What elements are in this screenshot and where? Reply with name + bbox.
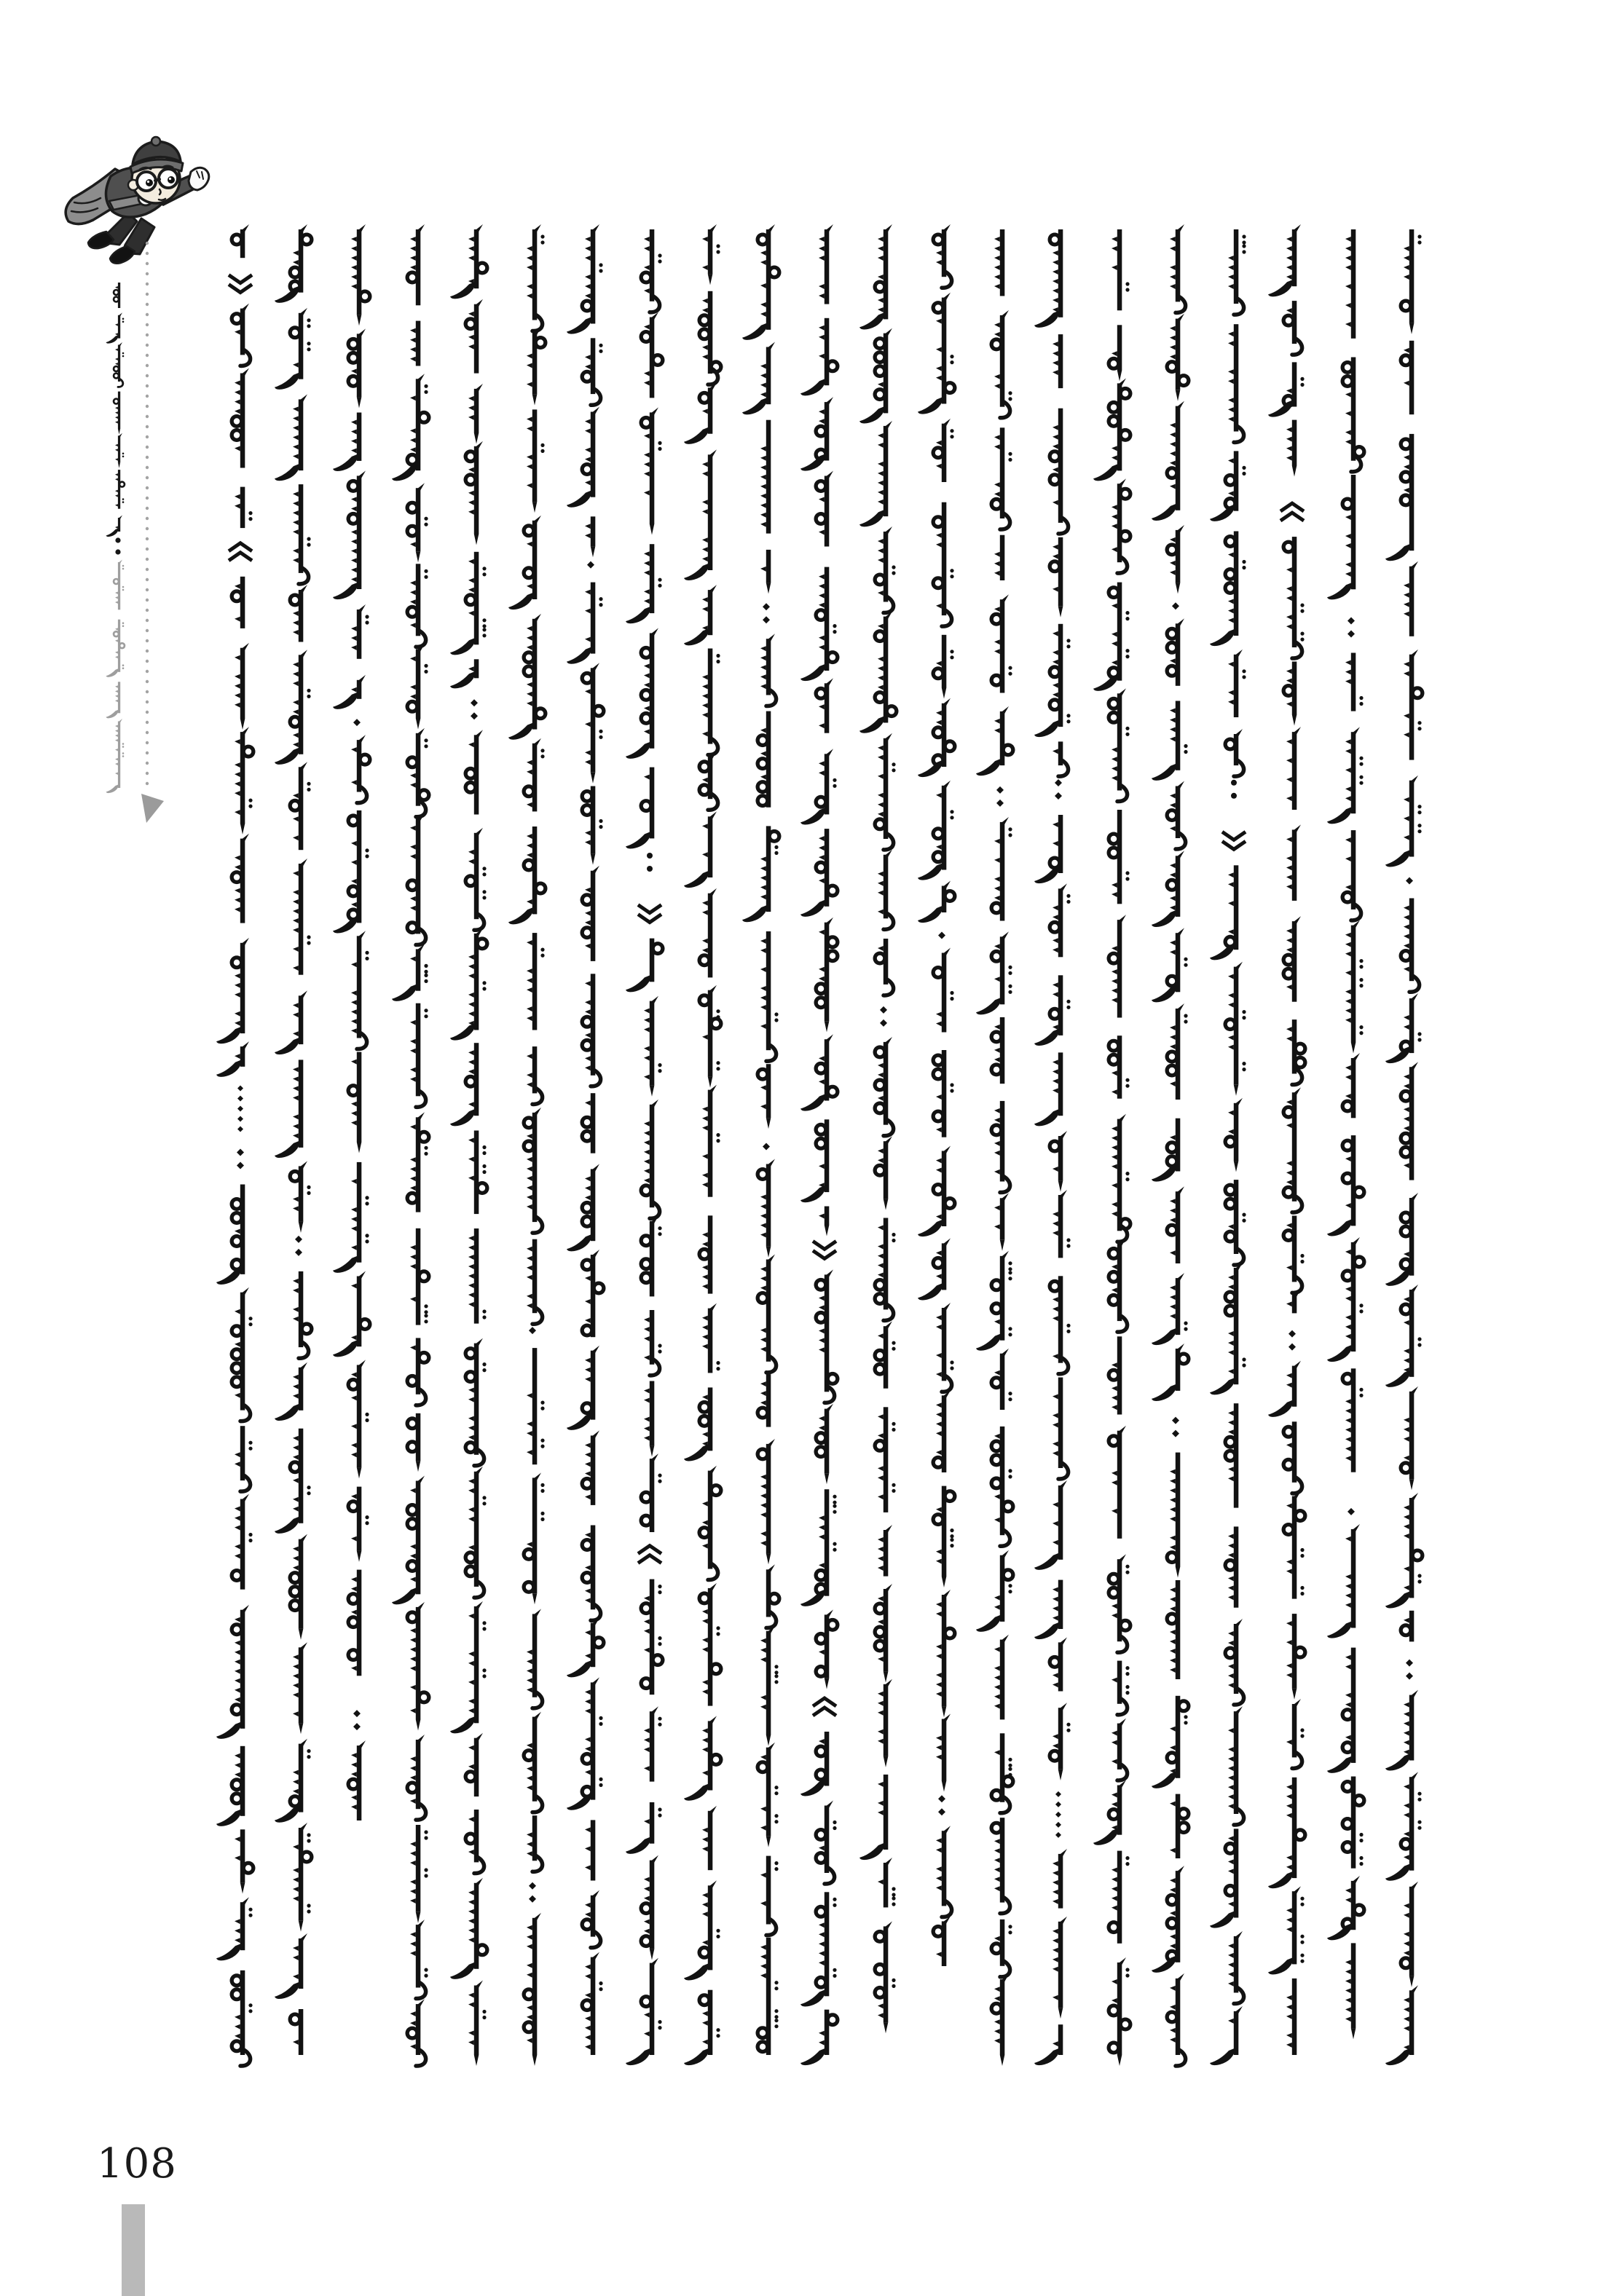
page-edge-tab	[122, 2204, 145, 2296]
sidebar-caption-art	[106, 242, 165, 823]
page-number: 108	[97, 2140, 177, 2187]
mongolian-body-text	[216, 224, 1425, 2066]
mascot-flying-boy-illustration	[66, 137, 209, 264]
